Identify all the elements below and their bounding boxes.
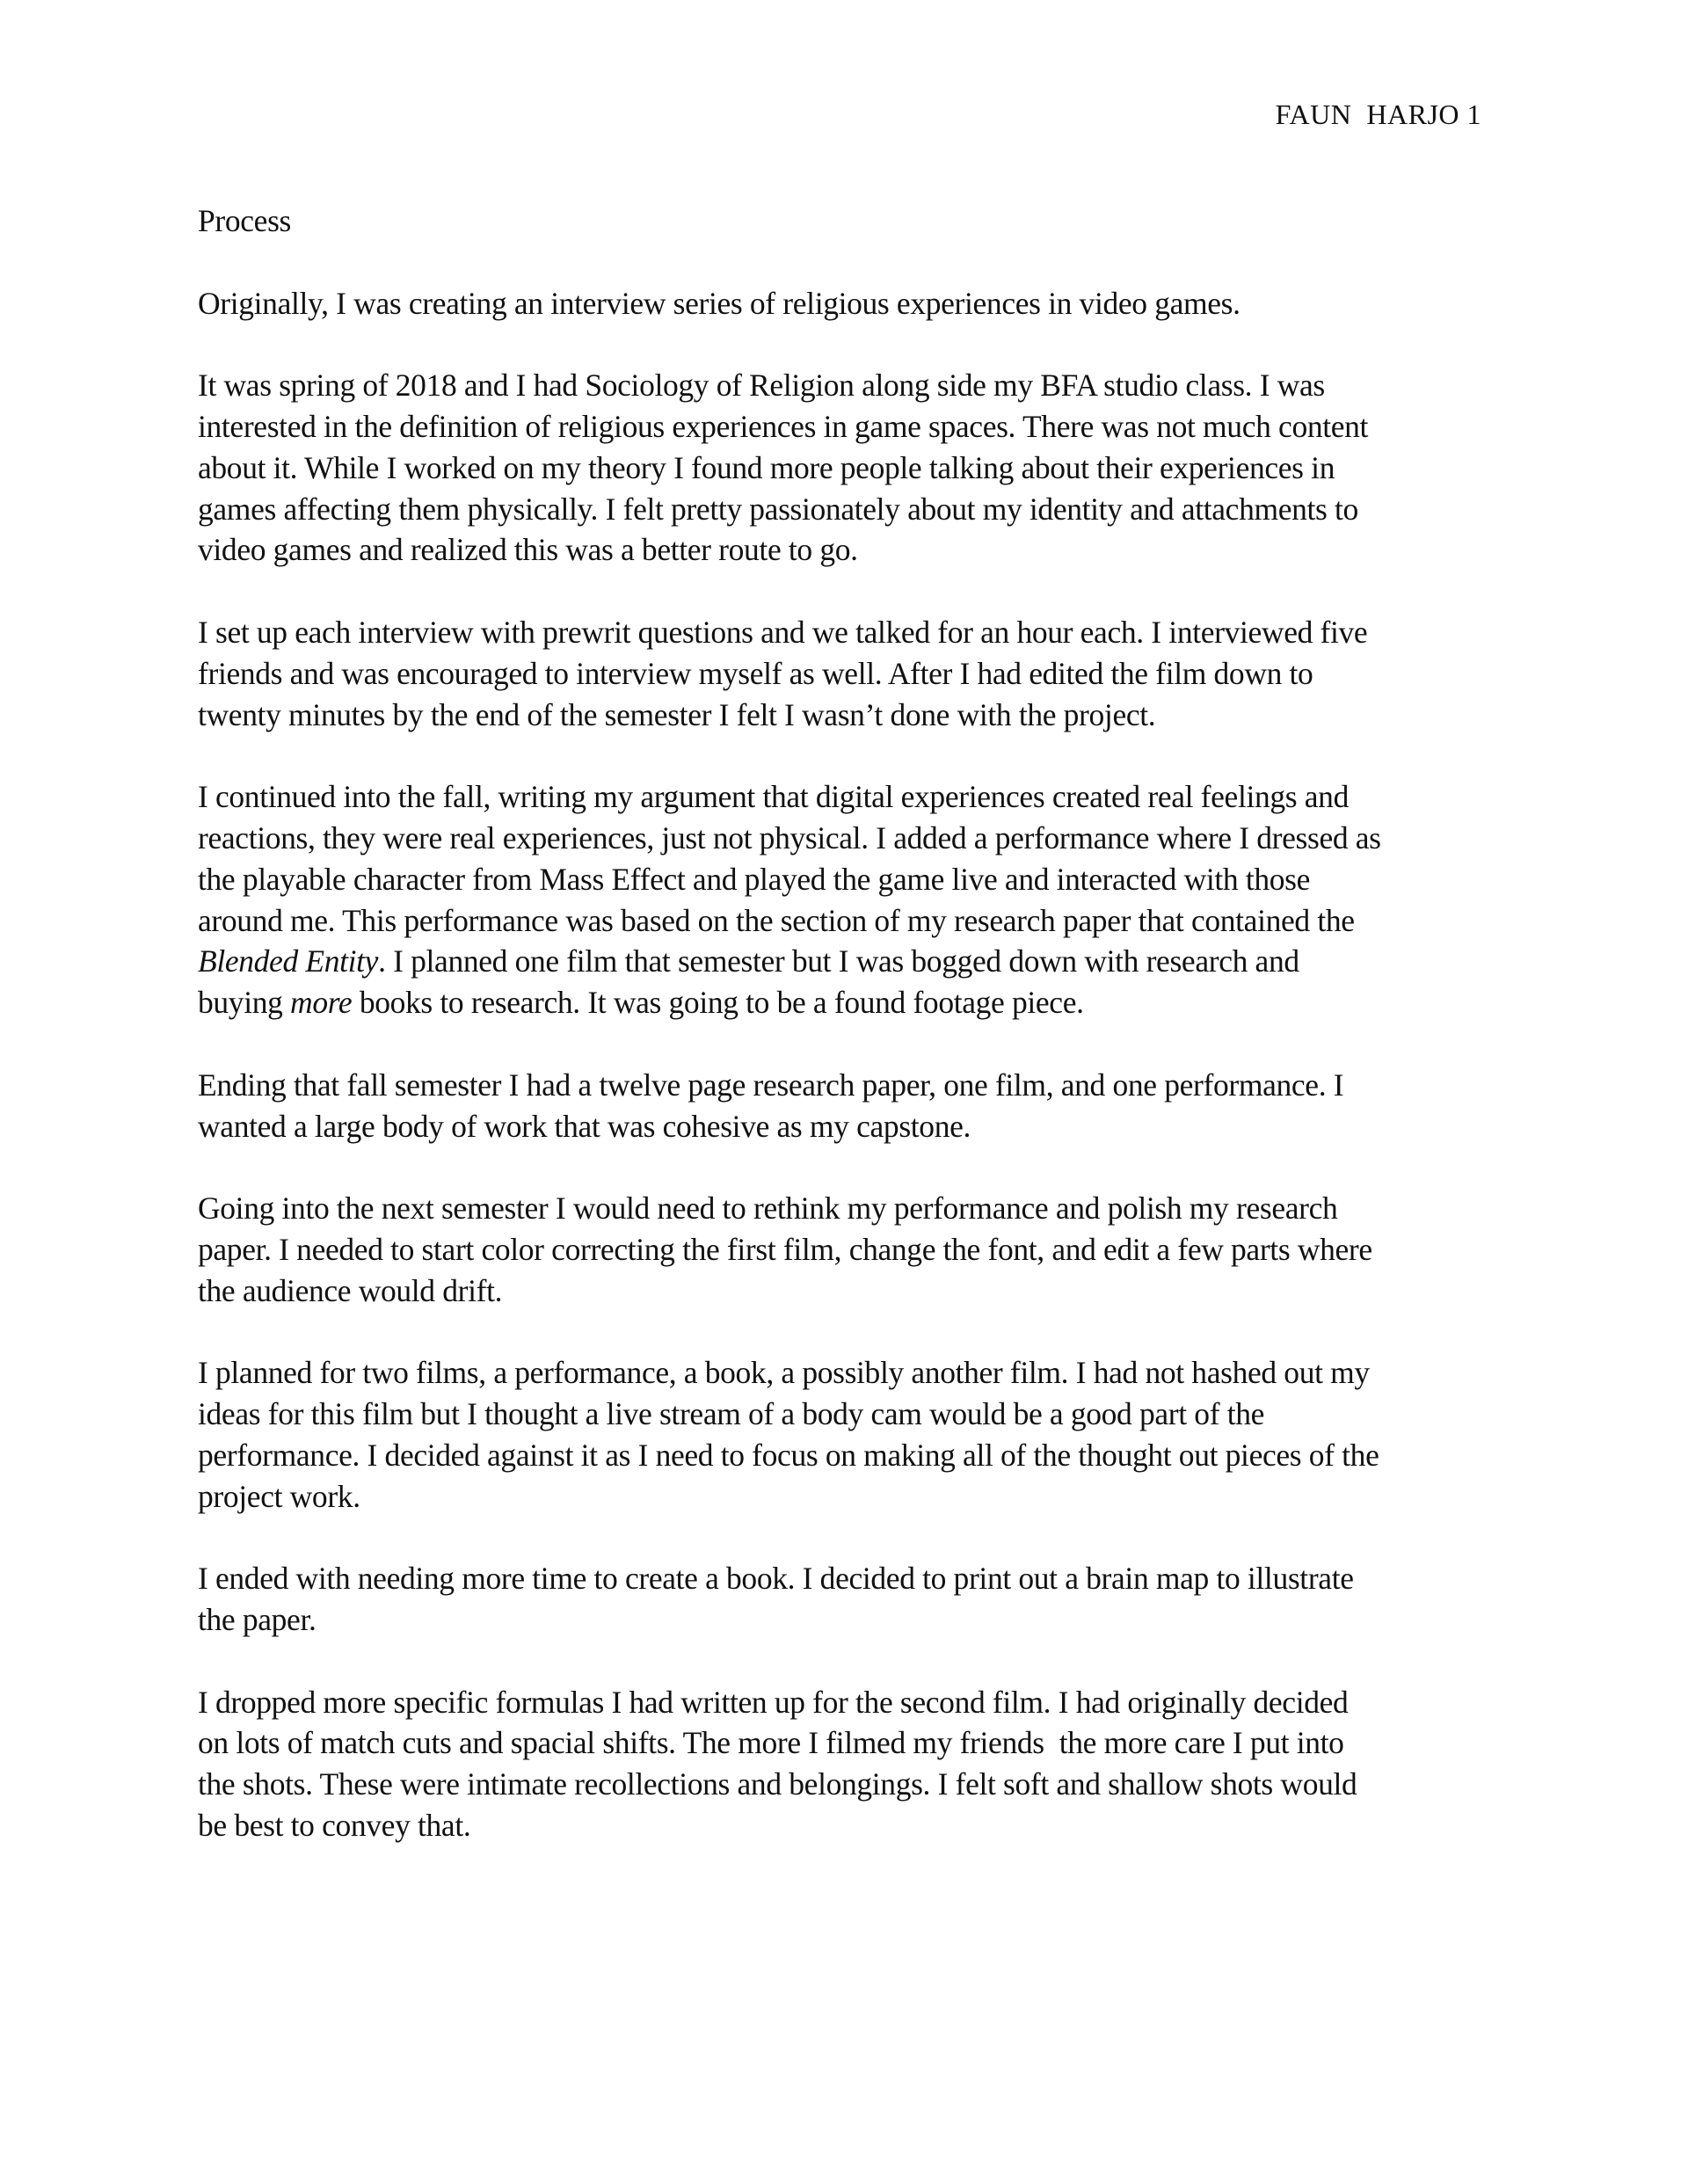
text-line (198, 365, 1517, 406)
paragraph (198, 1558, 1517, 1641)
text-run: the playable character from Mass Effect and played the game live and interacted with those (198, 861, 1311, 897)
text-run: Going into the next semester I would need to rethink my performance and polish my research (198, 1190, 1338, 1227)
text-line (198, 1065, 1517, 1106)
text-run: interested in the definition of religious experiences in game spaces. There was not much content (198, 408, 1369, 444)
text-run: I dropped more specific formulas I had written up for the second film. I had originally decided (198, 1684, 1349, 1720)
text-line (198, 941, 1517, 982)
text-line (198, 1188, 1517, 1229)
paragraph (198, 612, 1517, 735)
text-line (198, 1352, 1517, 1394)
section-heading (198, 200, 1517, 242)
paragraph (198, 1352, 1517, 1517)
paragraph (198, 365, 1517, 571)
text-run: . I planned one film that semester but I was bogged down with research and (378, 943, 1299, 979)
text-run: paper. I needed to start color correcting the first film, change the font, and edit a few parts where (198, 1231, 1372, 1267)
text-run: project work. (198, 1478, 360, 1514)
text-line (198, 776, 1517, 818)
text-run: twenty minutes by the end of the semester I felt I wasn’t done with the project. (198, 696, 1156, 732)
text-run: on lots of match cuts and spacial shifts. The more I filmed my friends the more care I put into (198, 1725, 1344, 1761)
text-line (198, 1476, 1517, 1518)
text-line (198, 1270, 1517, 1312)
italic-text: Blended Entity (198, 943, 379, 979)
text-run: Ending that fall semester I had a twelve page research paper, one film, and one performance. I (198, 1067, 1344, 1103)
paragraph (198, 1188, 1517, 1311)
text-line (198, 1764, 1517, 1805)
text-run: Originally, I was creating an interview series of religious experiences in video games. (198, 285, 1241, 321)
text-line (198, 1394, 1517, 1435)
text-run: I planned for two films, a performance, a book, a possibly another film. I had not hashed out my (198, 1355, 1370, 1391)
paragraph (198, 1682, 1517, 1846)
text-run: buying (198, 985, 291, 1021)
text-line (198, 1599, 1517, 1641)
text-line (198, 859, 1517, 900)
text-line (198, 695, 1517, 736)
document-body (198, 200, 1517, 1888)
text-line (198, 900, 1517, 942)
text-run: I set up each interview with prewrit questions and we talked for an hour each. I interviewed five (198, 614, 1368, 650)
text-line (198, 1722, 1517, 1764)
text-run: friends and was encouraged to interview myself as well. After I had edited the film down to (198, 655, 1313, 691)
text-run: about it. While I worked on my theory I found more people talking about their experiences in (198, 449, 1335, 485)
text-line (198, 283, 1517, 324)
text-run: reactions, they were real experiences, just not physical. I added a performance where I dressed as (198, 819, 1381, 855)
text-run: video games and realized this was a better route to go. (198, 532, 858, 568)
text-run: be best to convey that. (198, 1808, 471, 1844)
text-line (198, 1229, 1517, 1270)
text-line (198, 1805, 1517, 1846)
text-line (198, 489, 1517, 530)
text-run: performance. I decided against it as I need to focus on making all of the thought out pieces of the (198, 1437, 1379, 1473)
text-run: I ended with needing more time to create a book. I decided to print out a brain map to illustrate (198, 1561, 1354, 1597)
italic-text: more (290, 985, 353, 1021)
paragraph (198, 283, 1517, 324)
text-line (198, 448, 1517, 489)
text-line (198, 818, 1517, 859)
text-line (198, 1106, 1517, 1147)
text-run: ideas for this film but I thought a live stream of a body cam would be a good part of the (198, 1396, 1265, 1432)
text-run: around me. This performance was based on the section of my research paper that contained the (198, 902, 1355, 938)
text-line (198, 1435, 1517, 1476)
text-run: the audience would drift. (198, 1272, 503, 1308)
running-header: FAUN HARJO 1 (1275, 98, 1481, 130)
text-line (198, 406, 1517, 448)
text-line (198, 529, 1517, 571)
paragraph (198, 1065, 1517, 1147)
text-run: wanted a large body of work that was cohesive as my capstone. (198, 1108, 971, 1144)
paragraph-list (198, 283, 1517, 1846)
text-line (198, 982, 1517, 1023)
text-run: It was spring of 2018 and I had Sociology of Religion along side my BFA studio class. I was (198, 368, 1325, 404)
heading-text: Process (198, 203, 292, 238)
text-line (198, 1558, 1517, 1599)
text-run: the paper. (198, 1602, 316, 1638)
text-run: books to research. It was going to be a found footage piece. (352, 985, 1084, 1021)
text-run: games affecting them physically. I felt pretty passionately about my identity and attachments to (198, 491, 1358, 527)
text-run: the shots. These were intimate recollections and belongings. I felt soft and shallow shots would (198, 1766, 1357, 1802)
text-line (198, 612, 1517, 653)
paragraph (198, 776, 1517, 1023)
text-line (198, 1682, 1517, 1723)
text-line (198, 653, 1517, 695)
text-run: I continued into the fall, writing my argument that digital experiences created real feelings and (198, 779, 1349, 815)
